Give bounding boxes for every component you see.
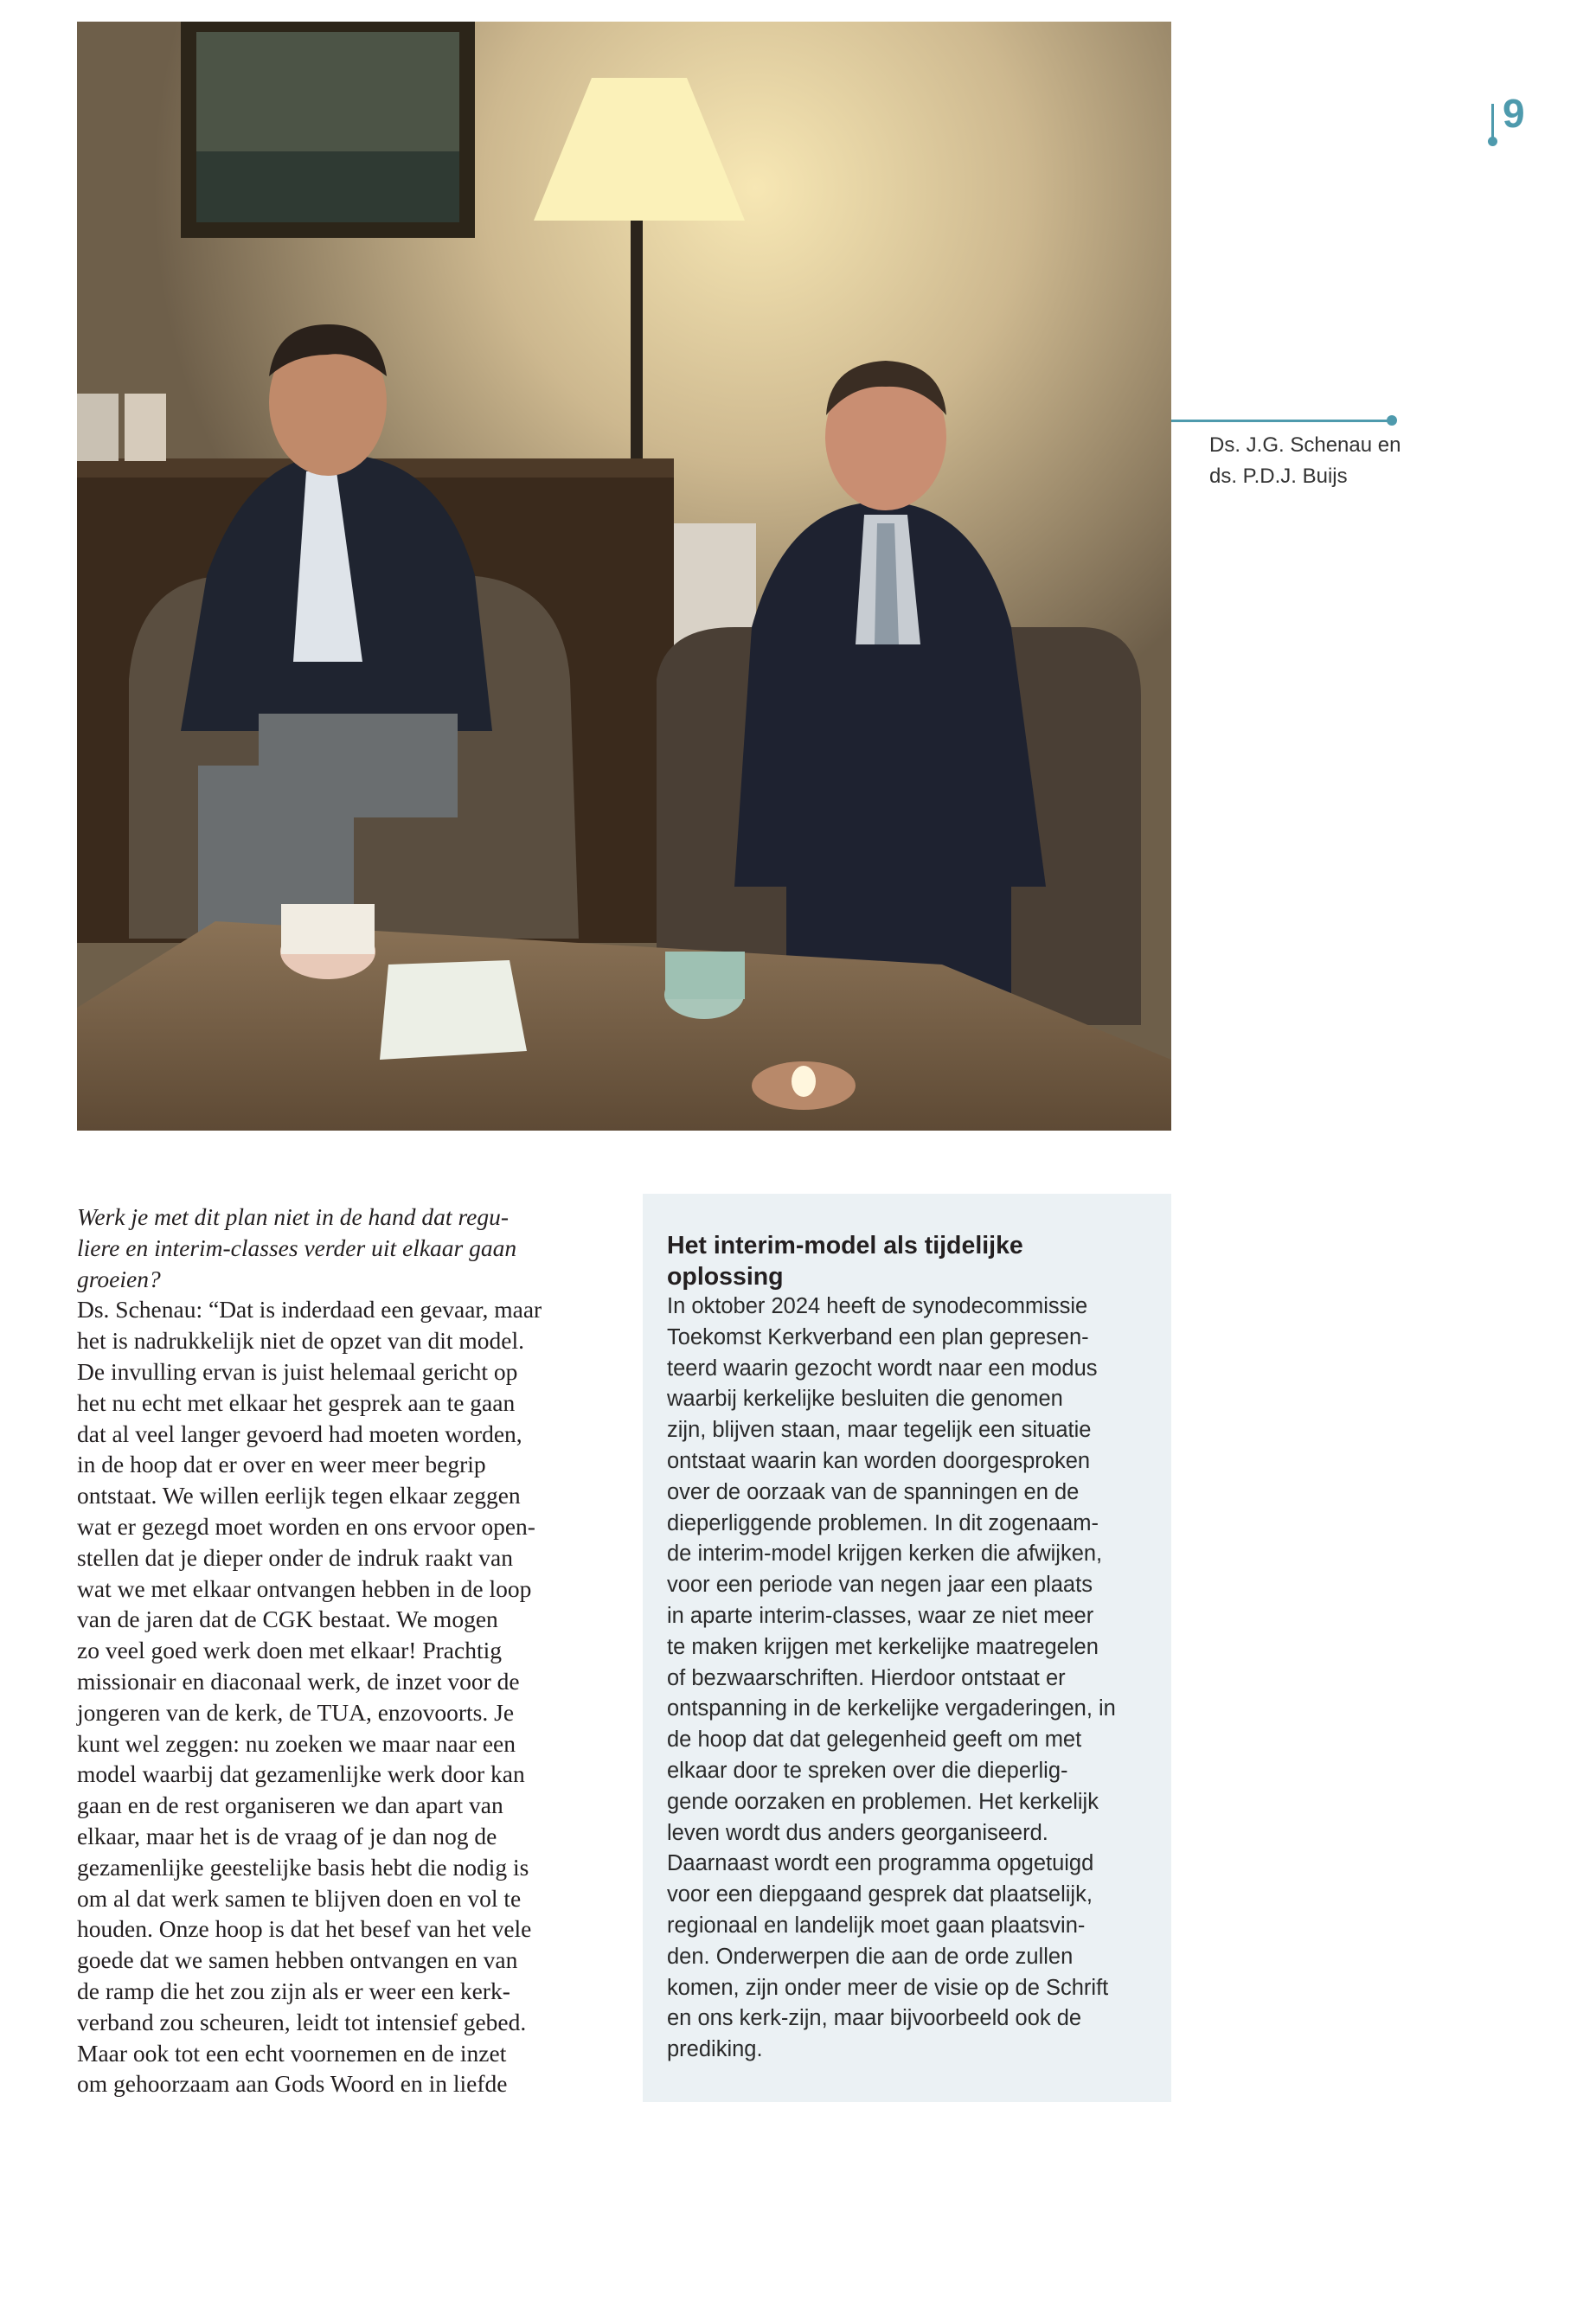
answer-line: Maar ook tot een echt voornemen en de inzet (77, 2039, 507, 2067)
answer-line: goede dat we samen hebben ontvangen en van (77, 1946, 518, 1974)
sidebar-line: te maken krijgen met kerkelijke maatregelen (667, 1634, 1099, 1659)
answer-line: zo veel goed werk doen met elkaar! Prachtig (77, 1637, 502, 1664)
answer-line: dat al veel langer gevoerd had moeten worden, (77, 1420, 522, 1447)
answer-line: het is nadrukkelijk niet de opzet van dit model. (77, 1327, 525, 1355)
interview-answer (77, 1294, 613, 2099)
answer-line: in de hoop dat er over en weer meer begrip (77, 1451, 486, 1478)
interview-question (77, 1202, 613, 1294)
sidebar-line: prediking. (667, 2037, 763, 2062)
sidebar-line: leven wordt dus anders georganiseerd. (667, 1820, 1048, 1845)
sidebar-line: In oktober 2024 heeft de synodecommissie (667, 1294, 1088, 1318)
caption-leader-dot (1387, 415, 1397, 426)
photo-caption (1209, 430, 1469, 492)
sidebar-line: of bezwaarschriften. Hierdoor ontstaat er (667, 1665, 1066, 1690)
answer-line: Ds. Schenau: “Dat is inderdaad een gevaar, maar (77, 1296, 542, 1324)
sidebar-line: in aparte interim-classes, waar ze niet meer (667, 1603, 1094, 1628)
answer-line: missionair en diaconaal werk, de inzet voor de (77, 1667, 520, 1695)
page-number-rule (1491, 104, 1494, 140)
answer-line: gaan en de rest organiseren we dan apart van (77, 1791, 503, 1819)
sidebar-title (667, 1230, 1151, 1292)
sidebar-line: elkaar door te spreken over die dieperlig- (667, 1758, 1068, 1783)
sidebar-line: Toekomst Kerkverband een plan gepresen- (667, 1324, 1089, 1349)
caption-line: Ds. J.G. Schenau en (1209, 433, 1401, 457)
page-number-dot (1488, 137, 1497, 146)
answer-line: De invulling ervan is juist helemaal gericht op (77, 1357, 518, 1385)
sidebar-line: teerd waarin gezocht wordt naar een modus (667, 1356, 1098, 1381)
answer-line: gezamenlijke geestelijke basis hebt die nodig is (77, 1853, 529, 1881)
sidebar-line: zijn, blijven staan, maar tegelijk een situatie (667, 1418, 1092, 1443)
article-photo (77, 22, 1171, 1131)
caption-leader-line (1171, 420, 1392, 422)
answer-line: model waarbij dat gezamenlijke werk door kan (77, 1760, 525, 1788)
question-line: groeien? (77, 1265, 161, 1292)
photo-illustration (77, 22, 1171, 1131)
sidebar-line: voor een periode van negen jaar een plaats (667, 1573, 1093, 1598)
lamp-stand (631, 221, 643, 480)
sidebar-line: regionaal en landelijk moet gaan plaatsvin- (667, 1913, 1086, 1938)
answer-line: kunt wel zeggen: nu zoeken we maar naar een (77, 1729, 516, 1757)
answer-line: van de jaren dat de CGK bestaat. We mogen (77, 1606, 498, 1633)
sidebar-line: gende oorzaken en problemen. Het kerkelijk (667, 1789, 1099, 1814)
answer-line: verband zou scheuren, leidt tot intensief gebed. (77, 2008, 527, 2035)
caption-line: ds. P.D.J. Buijs (1209, 465, 1348, 488)
page-number: 9 (1503, 91, 1525, 136)
sidebar-line: dieperliggende problemen. In dit zogenaam- (667, 1510, 1099, 1535)
answer-line: om al dat werk samen te blijven doen en vol te (77, 1884, 522, 1912)
sidebar-line: en ons kerk-zijn, maar bijvoorbeeld ook de (667, 2006, 1082, 2031)
sidebar-line: Daarnaast wordt een programma opgetuigd (667, 1851, 1094, 1876)
sidebar-box (643, 1194, 1171, 2102)
question-line: Werk je met dit plan niet in de hand dat regu- (77, 1203, 509, 1230)
answer-line: houden. Onze hoop is dat het besef van het vele (77, 1915, 532, 1943)
answer-line: ontstaat. We willen eerlijk tegen elkaar zeggen (77, 1482, 521, 1509)
answer-line: elkaar, maar het is de vraag of je dan nog de (77, 1822, 497, 1849)
sidebar-text (667, 1292, 1160, 2066)
answer-line: de ramp die het zou zijn als er weer een kerk- (77, 1977, 510, 2004)
sidebar-title-line: oplossing (667, 1263, 784, 1291)
booklet (380, 960, 527, 1060)
sidebar-line: komen, zijn onder meer de visie op de Schrift (667, 1975, 1109, 2000)
answer-line: wat we met elkaar ontvangen hebben in de loop (77, 1574, 532, 1602)
sidebar-line: voor een diepgaand gesprek dat plaatselijk, (667, 1882, 1093, 1907)
question-line: liere en interim-classes verder uit elkaar gaan (77, 1234, 517, 1261)
sidebar-line: ontstaat waarin kan worden doorgesproken (667, 1448, 1091, 1473)
sidebar-line: ontspanning in de kerkelijke vergaderingen, in (667, 1696, 1116, 1721)
answer-line: jongeren van de kerk, de TUA, enzovoorts. Je (77, 1698, 515, 1726)
answer-line: om gehoorzaam aan Gods Woord en in liefde (77, 2070, 508, 2098)
answer-line: stellen dat je dieper onder de indruk raakt van (77, 1543, 513, 1571)
sidebar-line: waarbij kerkelijke besluiten die genomen (667, 1387, 1063, 1412)
article-body-column (77, 1202, 613, 2099)
sidebar-line: over de oorzaak van de spanningen en de (667, 1479, 1080, 1504)
sidebar-title-line: Het interim-model als tijdelijke (667, 1232, 1023, 1259)
sidebar-line: de interim-model krijgen kerken die afwijken, (667, 1541, 1103, 1567)
answer-line: het nu echt met elkaar het gesprek aan te gaan (77, 1388, 516, 1416)
sidebar-line: de hoop dat dat gelegenheid geeft om met (667, 1727, 1082, 1753)
answer-line: wat er gezegd moet worden en ons ervoor open- (77, 1512, 535, 1540)
sidebar-line: den. Onderwerpen die aan de orde zullen (667, 1944, 1074, 1969)
